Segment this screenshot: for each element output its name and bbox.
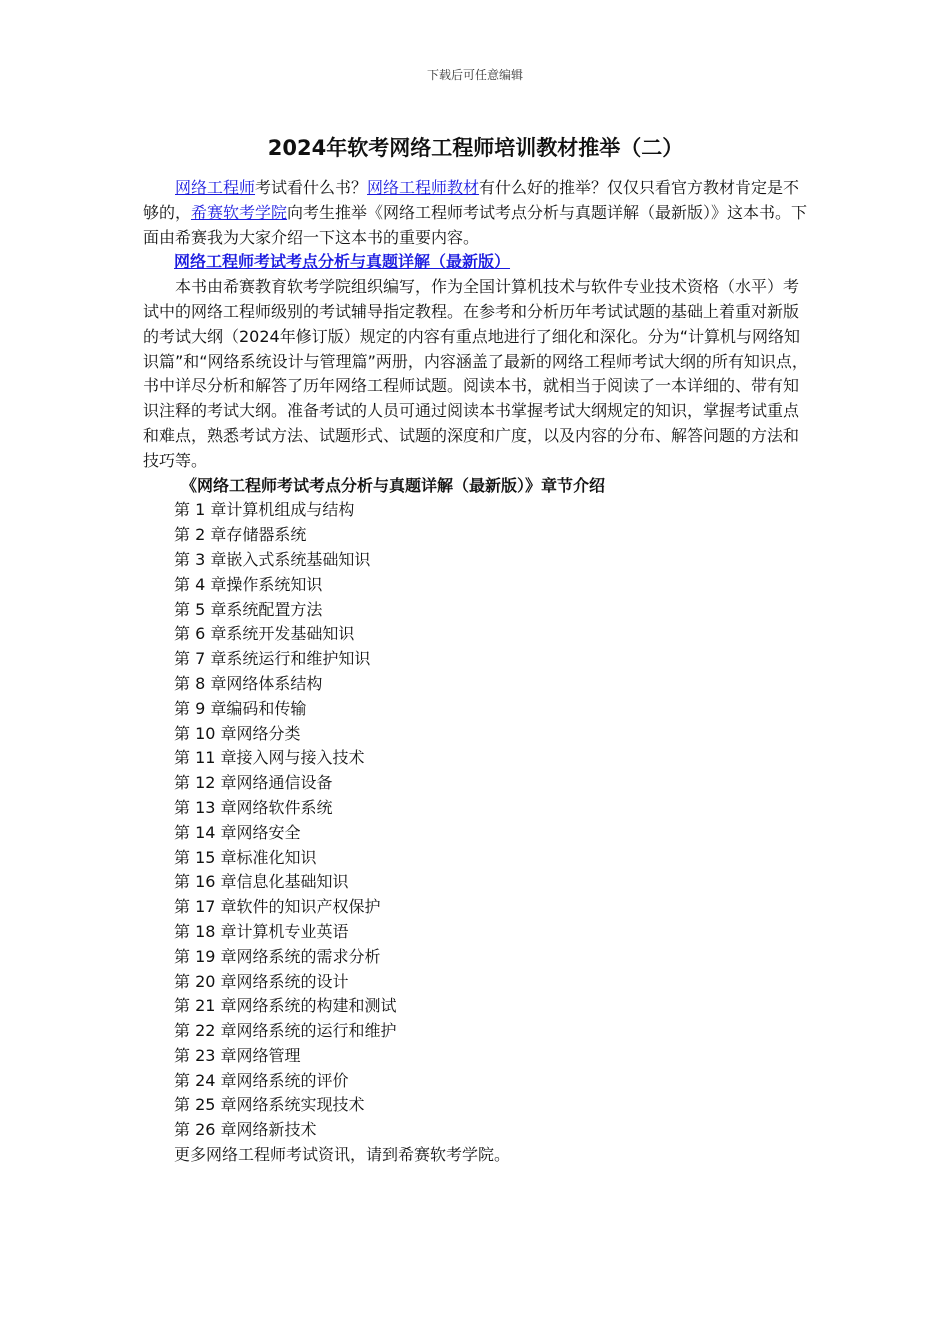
chapter-item: 第 23 章网络管理	[174, 1045, 301, 1065]
link-network-engineer-textbook[interactable]: 网络工程师教材	[367, 178, 480, 197]
chapter-item: 第 14 章网络安全	[174, 822, 301, 842]
chapter-item: 第 6 章系统开发基础知识	[174, 624, 355, 644]
chapter-item: 第 17 章软件的知识产权保护	[174, 897, 381, 917]
link-network-engineer[interactable]: 网络工程师	[175, 178, 256, 197]
chapter-item: 第 11 章接入网与接入技术	[174, 748, 365, 768]
chapter-item: 第 13 章网络软件系统	[174, 797, 333, 817]
chapter-list	[143, 498, 808, 1143]
chapter-item: 第 15 章标准化知识	[174, 847, 317, 867]
link-xisai-academy[interactable]: 希赛软考学院	[191, 202, 288, 222]
chapter-item: 第 24 章网络系统的评价	[174, 1070, 349, 1090]
intro-text-3: 向考生推举《网络工程师考试考点分析与真题详解（最新版）》这本书。下面由希赛我为大家介绍一下这本书的重要内容。	[143, 202, 808, 247]
link-book-title[interactable]: 网络工程师考试考点分析与真题详解（最新版）	[174, 252, 511, 272]
chapter-item: 第 25 章网络系统实现技术	[174, 1095, 365, 1115]
chapter-item: 第 12 章网络通信设备	[174, 773, 333, 793]
intro-text-2: 有什么好的推举？仅仅只看官方教材肯定是不够的，	[143, 178, 800, 222]
chapter-item: 第 16 章信息化基础知识	[174, 872, 349, 892]
chapter-item: 第 20 章网络系统的设计	[174, 971, 349, 991]
chapter-item: 第 9 章编码和传输	[174, 698, 307, 718]
chapter-item: 第 19 章网络系统的需求分析	[174, 946, 381, 966]
chapter-item: 第 4 章操作系统知识	[174, 574, 323, 594]
closing-line: 更多网络工程师考试资讯，请到希赛软考学院。	[174, 1145, 511, 1165]
chapter-item: 第 10 章网络分类	[174, 723, 301, 743]
chapter-item: 第 8 章网络体系结构	[174, 673, 323, 693]
chapter-item: 第 18 章计算机专业英语	[174, 921, 349, 941]
chapter-item: 第 22 章网络系统的运行和维护	[174, 1021, 397, 1041]
chapter-item: 第 5 章系统配置方法	[174, 599, 323, 619]
description-paragraph: 本书由希赛教育软考学院组织编写，作为全国计算机技术与软件专业技术资格（水平）考试中的网络工程师级别的考试辅导指定教程。在参考和分析历年考试试题的基础上着重对新版的考试大纲（2024年修订版）规定的内容有重点地进行了细化和深化。分为“计算机与网络知识篇”和“网络系统设计与管理篇”两册，内容涵盖了最新的网络工程师考试大纲的所有知识点，书中详尽分析和解答了历年网络工程师试题。阅读本书，就相当于阅读了一本详细的、带有知识注释的考试大纲。准备考试的人员可通过阅读本书掌握考试大纲规定的知识，掌握考试重点和难点，熟悉考试方法、试题形式、试题的深度和广度，以及内容的分布、解答问题的方法和技巧等。	[143, 277, 808, 470]
chapter-item: 第 21 章网络系统的构建和测试	[174, 996, 397, 1016]
chapter-heading: 《网络工程师考试考点分析与真题详解（最新版）》章节介绍	[181, 475, 606, 495]
chapter-item: 第 7 章系统运行和维护知识	[174, 649, 371, 669]
intro-paragraph	[143, 176, 808, 250]
chapter-item: 第 2 章存储器系统	[174, 525, 307, 545]
chapter-item: 第 1 章计算机组成与结构	[174, 500, 355, 520]
page-header: 下载后可任意编辑	[426, 68, 523, 82]
document-title: 2024年软考网络工程师培训教材推举（二）	[267, 136, 684, 160]
intro-text-1: 考试看什么书？	[255, 178, 368, 197]
chapter-item: 第 3 章嵌入式系统基础知识	[174, 549, 371, 569]
chapter-item: 第 26 章网络新技术	[174, 1120, 317, 1140]
document-body	[143, 132, 808, 1168]
